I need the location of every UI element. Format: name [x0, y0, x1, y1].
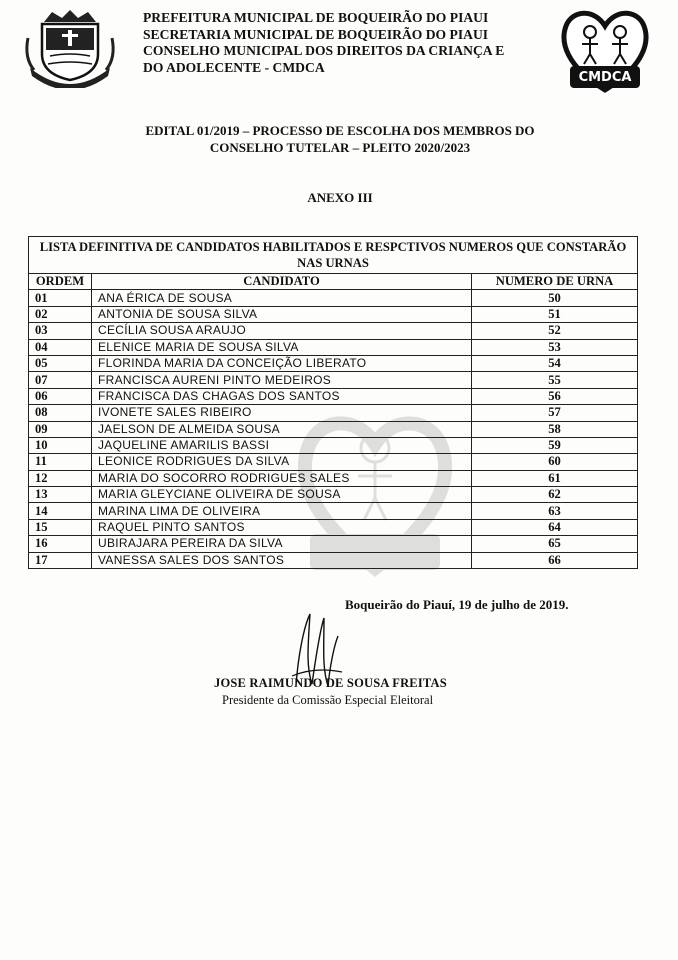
row-numero-urna: 53 — [472, 339, 638, 355]
row-ordem: 15 — [29, 519, 92, 535]
row-numero-urna: 52 — [472, 323, 638, 339]
row-numero-urna: 62 — [472, 487, 638, 503]
candidates-table — [28, 236, 637, 569]
row-ordem: 09 — [29, 421, 92, 437]
header-line-2: SECRETARIA MUNICIPAL DE BOQUEIRÃO DO PIAUI — [143, 26, 489, 42]
edital-title — [60, 122, 620, 156]
row-ordem: 08 — [29, 405, 92, 421]
row-numero-urna: 54 — [472, 355, 638, 371]
row-ordem: 12 — [29, 470, 92, 486]
row-ordem: 06 — [29, 388, 92, 404]
column-header-numero-urna: NUMERO DE URNA — [472, 274, 638, 290]
municipal-seal-logo — [22, 8, 118, 88]
row-numero-urna: 64 — [472, 519, 638, 535]
column-header-candidato: CANDIDATO — [92, 274, 472, 290]
table-row — [29, 306, 638, 322]
table-caption: LISTA DEFINITIVA DE CANDIDATOS HABILITADOS E RESPCTIVOS NUMEROS QUE CONSTARÃO NAS URNAS — [29, 237, 638, 274]
row-ordem: 13 — [29, 487, 92, 503]
row-numero-urna: 65 — [472, 536, 638, 552]
table-row — [29, 454, 638, 470]
row-ordem: 11 — [29, 454, 92, 470]
row-numero-urna: 63 — [472, 503, 638, 519]
row-candidato: JAELSON DE ALMEIDA SOUSA — [92, 421, 472, 437]
row-candidato: UBIRAJARA PEREIRA DA SILVA — [92, 536, 472, 552]
row-candidato: FRANCISCA DAS CHAGAS DOS SANTOS — [92, 388, 472, 404]
table-row — [29, 372, 638, 388]
table-row — [29, 405, 638, 421]
row-ordem: 03 — [29, 323, 92, 339]
row-candidato: CECÍLIA SOUSA ARAUJO — [92, 323, 472, 339]
table-row — [29, 536, 638, 552]
row-candidato: ANTONIA DE SOUSA SILVA — [92, 306, 472, 322]
table-row — [29, 323, 638, 339]
table-row — [29, 339, 638, 355]
row-numero-urna: 57 — [472, 405, 638, 421]
table-row — [29, 470, 638, 486]
row-candidato: ELENICE MARIA DE SOUSA SILVA — [92, 339, 472, 355]
row-candidato: JAQUELINE AMARILIS BASSI — [92, 437, 472, 453]
header-line-4: DO ADOLECENTE - CMDCA — [143, 59, 325, 75]
row-numero-urna: 60 — [472, 454, 638, 470]
column-header-ordem: ORDEM — [29, 274, 92, 290]
row-ordem: 16 — [29, 536, 92, 552]
row-candidato: RAQUEL PINTO SANTOS — [92, 519, 472, 535]
table-row — [29, 487, 638, 503]
row-ordem: 10 — [29, 437, 92, 453]
row-numero-urna: 56 — [472, 388, 638, 404]
table-row — [29, 355, 638, 371]
row-numero-urna: 58 — [472, 421, 638, 437]
row-candidato: LEONICE RODRIGUES DA SILVA — [92, 454, 472, 470]
row-candidato: FLORINDA MARIA DA CONCEIÇÃO LIBERATO — [92, 355, 472, 371]
header-line-1: PREFEITURA MUNICIPAL DE BOQUEIRÃO DO PIAUI — [143, 10, 489, 25]
row-candidato: MARIA DO SOCORRO RODRIGUES SALES — [92, 470, 472, 486]
row-numero-urna: 61 — [472, 470, 638, 486]
row-ordem: 04 — [29, 339, 92, 355]
row-numero-urna: 59 — [472, 437, 638, 453]
table-row — [29, 388, 638, 404]
table-row — [29, 552, 638, 568]
row-ordem: 14 — [29, 503, 92, 519]
table-row — [29, 503, 638, 519]
table-row — [29, 437, 638, 453]
edital-line-1: EDITAL 01/2019 – PROCESSO DE ESCOLHA DOS MEMBROS DO — [145, 123, 535, 138]
row-numero-urna: 66 — [472, 552, 638, 568]
row-candidato: MARIA GLEYCIANE OLIVEIRA DE SOUSA — [92, 487, 472, 503]
table-row — [29, 519, 638, 535]
table-row — [29, 421, 638, 437]
row-ordem: 05 — [29, 355, 92, 371]
anexo-title: ANEXO III — [307, 190, 373, 205]
signatory-role: Presidente da Comissão Especial Eleitoral — [222, 693, 434, 707]
header-block — [143, 10, 543, 76]
header-line-3: CONSELHO MUNICIPAL DOS DIREITOS DA CRIANÇA E — [143, 43, 505, 59]
row-candidato: ANA ÉRICA DE SOUSA — [92, 290, 472, 306]
row-numero-urna: 51 — [472, 306, 638, 322]
row-ordem: 07 — [29, 372, 92, 388]
row-candidato: IVONETE SALES RIBEIRO — [92, 405, 472, 421]
table-row — [29, 290, 638, 306]
row-candidato: VANESSA SALES DOS SANTOS — [92, 552, 472, 568]
row-ordem: 17 — [29, 552, 92, 568]
edital-line-2: CONSELHO TUTELAR – PLEITO 2020/2023 — [209, 140, 471, 155]
cmdca-logo-text: CMDCA — [578, 70, 632, 85]
row-candidato: MARINA LIMA DE OLIVEIRA — [92, 503, 472, 519]
row-numero-urna: 55 — [472, 372, 638, 388]
signatory-name: JOSE RAIMUNDO DE SOUSA FREITAS — [214, 676, 447, 690]
row-ordem: 01 — [29, 290, 92, 306]
row-ordem: 02 — [29, 306, 92, 322]
row-candidato: FRANCISCA AURENI PINTO MEDEIROS — [92, 372, 472, 388]
cmdca-logo — [556, 6, 654, 94]
row-numero-urna: 50 — [472, 290, 638, 306]
signature-date: Boqueirão do Piauí, 19 de julho de 2019. — [345, 597, 569, 612]
